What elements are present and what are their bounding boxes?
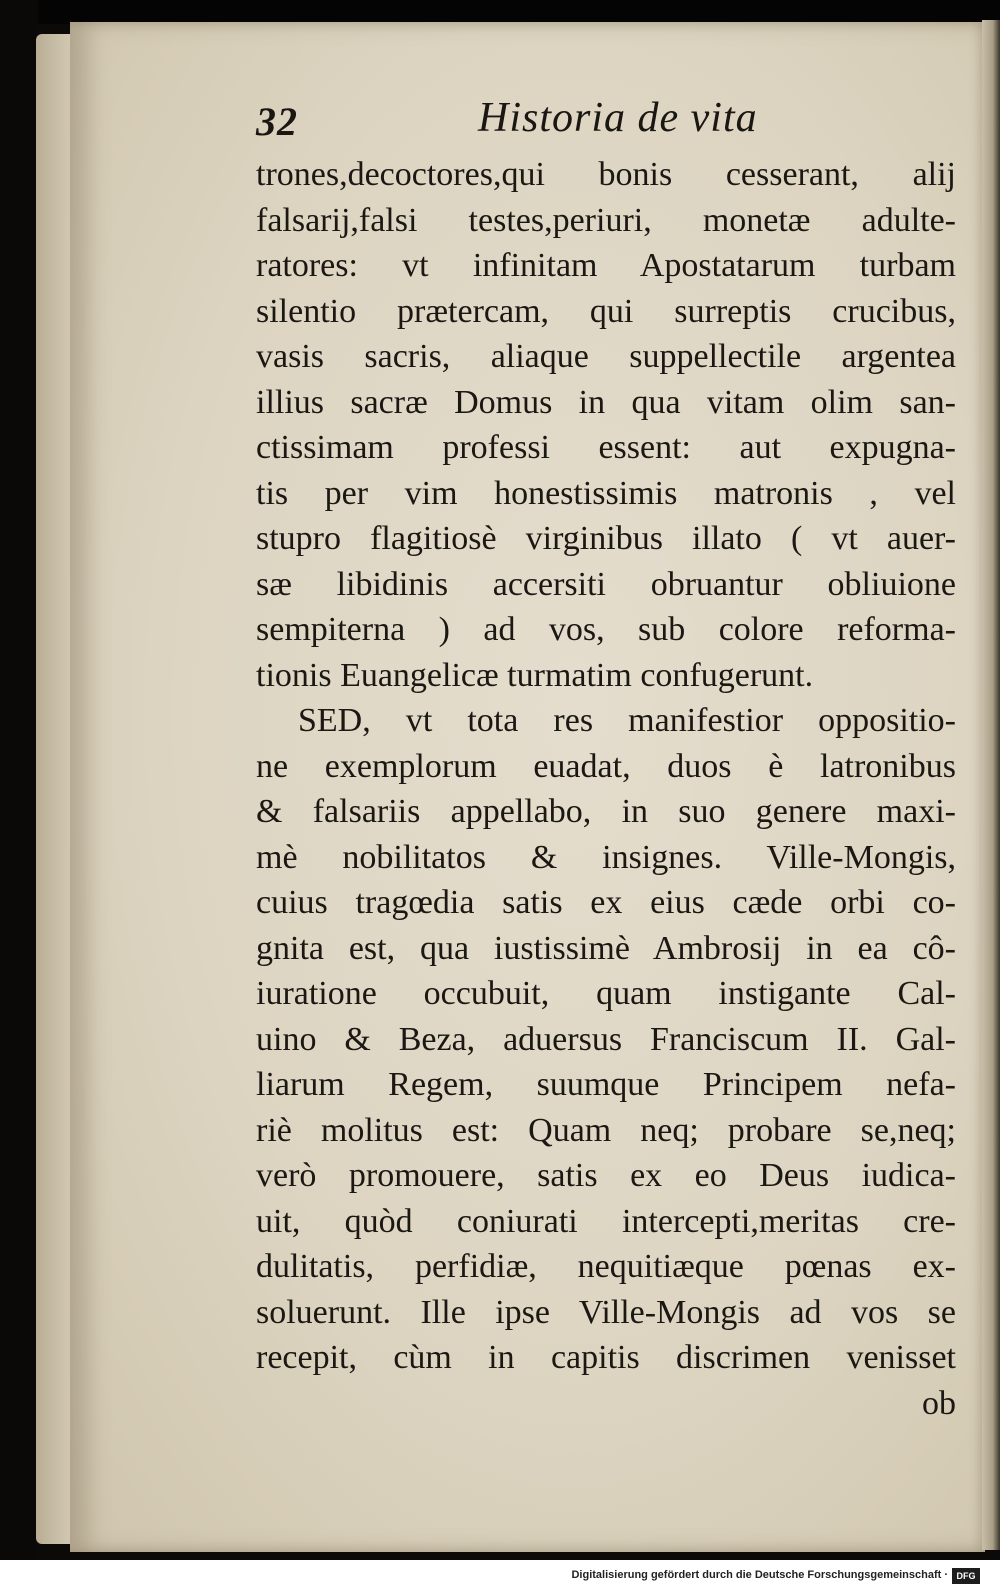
text-line: stupro flagitiosè virginibus illato ( vt auer- [256, 520, 956, 557]
digitization-footer [0, 1560, 1000, 1594]
text-line: cuius tragœdia satis ex eius cæde orbi co- [256, 884, 956, 921]
text-line: uit, quòd coniurati intercepti,meritas cre- [256, 1202, 956, 1240]
text-line: gnita est, qua iustissimè Ambrosij in ea cô- [256, 929, 956, 967]
text-line: iuratione occubuit, quam instigante Cal- [256, 975, 956, 1012]
funding-note: Digitalisierung gefördert durch die Deutsche Forschungsgemeinschaft · [571, 1569, 948, 1581]
text-line: recepit, cùm in capitis discrimen venisset [256, 1339, 956, 1376]
text-line: sempiterna ) ad vos, sub colore reforma- [256, 611, 956, 648]
page-number: 32 [256, 99, 298, 144]
scan-left-edge [0, 0, 38, 1560]
page-gutter-edge [982, 20, 1000, 1550]
text-line: liarum Regem, suumque Principem nefa- [256, 1066, 956, 1103]
text-line: silentio prætercam, qui surreptis crucibus, [256, 292, 956, 330]
page-header [256, 94, 956, 144]
text-line: dulitatis, perfidiæ, nequitiæque pœnas ex- [256, 1248, 956, 1285]
text-line: ratores: vt infinitam Apostatarum turbam [256, 247, 956, 284]
catchword: ob [922, 1384, 956, 1422]
text-line: tis per vim honestissimis matronis , vel [256, 474, 956, 512]
text-line: trones,decoctores,qui bonis cesserant, alij [256, 156, 956, 193]
scan-top-edge [0, 0, 1000, 24]
body-text [256, 152, 956, 1426]
running-head: Historia de vita [478, 95, 758, 141]
text-line: verò promouere, satis ex eo Deus iudica- [256, 1157, 956, 1194]
text-line: mè nobilitatos & insignes. Ville-Mongis, [256, 838, 956, 876]
text-line: ne exemplorum euadat, duos è latronibus [256, 747, 956, 785]
paragraph-start-line: SED, vt tota res manifestior oppositio- [298, 702, 956, 739]
text-line: falsarij,falsi testes,periuri, monetæ adulte- [256, 201, 956, 239]
text-line: tionis Euangelicæ turmatim confugerunt. [256, 656, 814, 694]
text-line: illius sacræ Domus in qua vitam olim san- [256, 383, 956, 421]
dfg-logo: DFG [952, 1568, 980, 1584]
text-line: riè molitus est: Quam neq; probare se,neq; [256, 1111, 956, 1149]
text-line: uino & Beza, aduersus Franciscum II. Gal- [256, 1020, 956, 1058]
text-line: vasis sacris, aliaque suppellectile argentea [256, 338, 956, 375]
text-line: & falsariis appellabo, in suo genere maxi- [256, 793, 956, 830]
text-line: soluerunt. Ille ipse Ville-Mongis ad vos se [256, 1293, 956, 1331]
text-line: ctissimam professi essent: aut expugna- [256, 429, 956, 466]
text-line: sæ libidinis accersiti obruantur obliuione [256, 565, 956, 603]
